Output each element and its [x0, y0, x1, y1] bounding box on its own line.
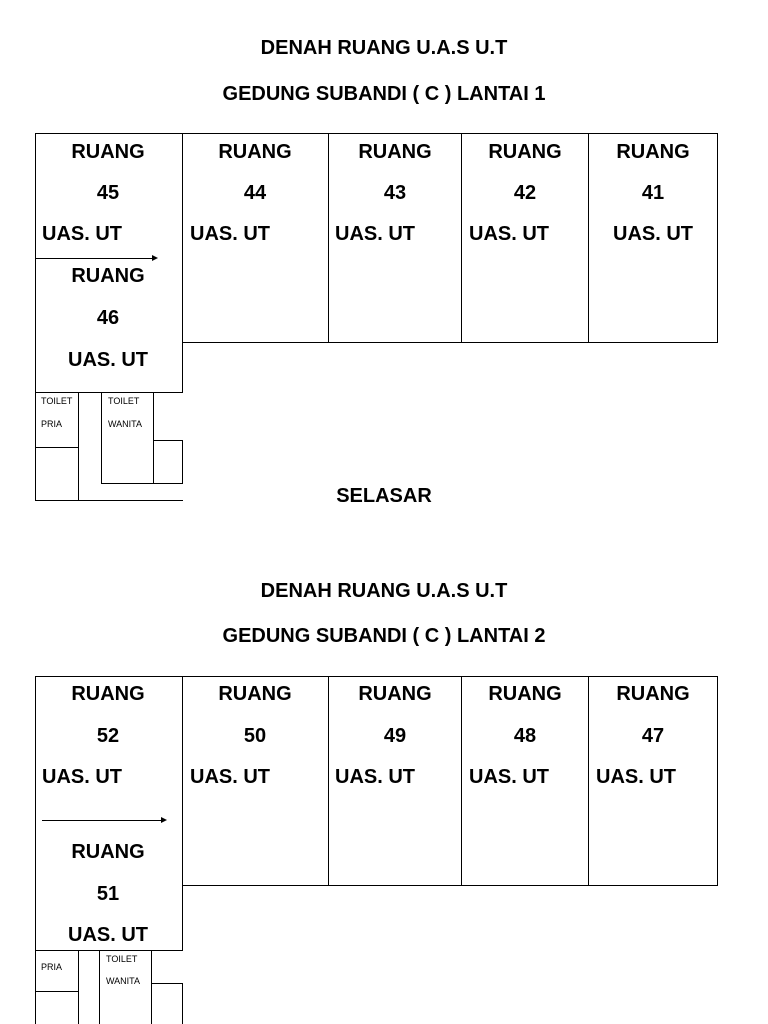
room-47-label: RUANG — [616, 683, 690, 705]
floor2-title: DENAH RUANG U.A.S U.T — [260, 580, 508, 602]
room-49-exam: UAS. UT — [335, 766, 415, 788]
toilet-women-label-2: WANITA — [108, 419, 142, 429]
room-41-label: RUANG — [616, 141, 690, 163]
corridor-label: SELASAR — [336, 485, 432, 507]
toilet-small-stall-right — [182, 983, 183, 1024]
room-42-exam: UAS. UT — [469, 223, 549, 245]
room-43-number: 43 — [383, 182, 407, 204]
room-41-number: 41 — [641, 182, 665, 204]
room-49-number: 49 — [383, 725, 407, 747]
room-41-exam: UAS. UT — [613, 223, 693, 245]
toilet-small-stall-top — [151, 983, 183, 984]
room-43-label: RUANG — [358, 141, 432, 163]
floor1-subtitle: GEDUNG SUBANDI ( C ) LANTAI 1 — [222, 83, 546, 105]
room-52-exam: UAS. UT — [42, 766, 122, 788]
toilet-women-label-1: TOILET — [106, 954, 138, 964]
room-48-number: 48 — [513, 725, 537, 747]
room-50-number: 50 — [243, 725, 267, 747]
room-45-label: RUANG — [71, 141, 145, 163]
toilet-women-label-2: WANITA — [106, 976, 140, 986]
toilet-small-stall — [153, 440, 183, 484]
room-44-label: RUANG — [218, 141, 292, 163]
room-48-label: RUANG — [488, 683, 562, 705]
divider-arrow-line — [42, 820, 162, 821]
room-42-number: 42 — [513, 182, 537, 204]
floor1-title: DENAH RUANG U.A.S U.T — [260, 37, 508, 59]
toilet-men-wall — [78, 991, 79, 1024]
toilet-area-bottom-wall — [35, 500, 183, 501]
room-50-label: RUANG — [218, 683, 292, 705]
room-46-label: RUANG — [71, 265, 145, 287]
floor2-subtitle: GEDUNG SUBANDI ( C ) LANTAI 2 — [222, 625, 546, 647]
room-46-number: 46 — [96, 307, 120, 329]
room-51-label: RUANG — [71, 841, 145, 863]
room-51-number: 51 — [96, 883, 120, 905]
room-47-exam: UAS. UT — [596, 766, 676, 788]
room-44-number: 44 — [243, 182, 267, 204]
room-49-label: RUANG — [358, 683, 432, 705]
room-46-exam: UAS. UT — [68, 349, 148, 371]
toilet-men-label-1: TOILET — [41, 396, 73, 406]
room-47-number: 47 — [641, 725, 665, 747]
divider-arrow-line — [36, 258, 153, 259]
room-51-exam: UAS. UT — [68, 924, 148, 946]
room-52-label: RUANG — [71, 683, 145, 705]
toilet-women-left-wall — [99, 950, 100, 1024]
arrow-right-icon — [161, 817, 167, 823]
toilet-women-right-wall — [151, 950, 152, 1024]
toilet-men-label-1: PRIA — [41, 962, 63, 972]
room-45-number: 45 — [96, 182, 120, 204]
room-45-exam: UAS. UT — [42, 223, 122, 245]
toilet-men-wall — [78, 447, 79, 501]
room-52-box — [35, 676, 183, 951]
room-43-exam: UAS. UT — [335, 223, 415, 245]
room-42-label: RUANG — [488, 141, 562, 163]
room-52-number: 52 — [96, 725, 120, 747]
arrow-right-icon — [152, 255, 158, 261]
room-44-exam: UAS. UT — [190, 223, 270, 245]
room-48-exam: UAS. UT — [469, 766, 549, 788]
toilet-men-label-2: PRIA — [41, 419, 63, 429]
room-50-exam: UAS. UT — [190, 766, 270, 788]
toilet-women-label-1: TOILET — [108, 396, 140, 406]
